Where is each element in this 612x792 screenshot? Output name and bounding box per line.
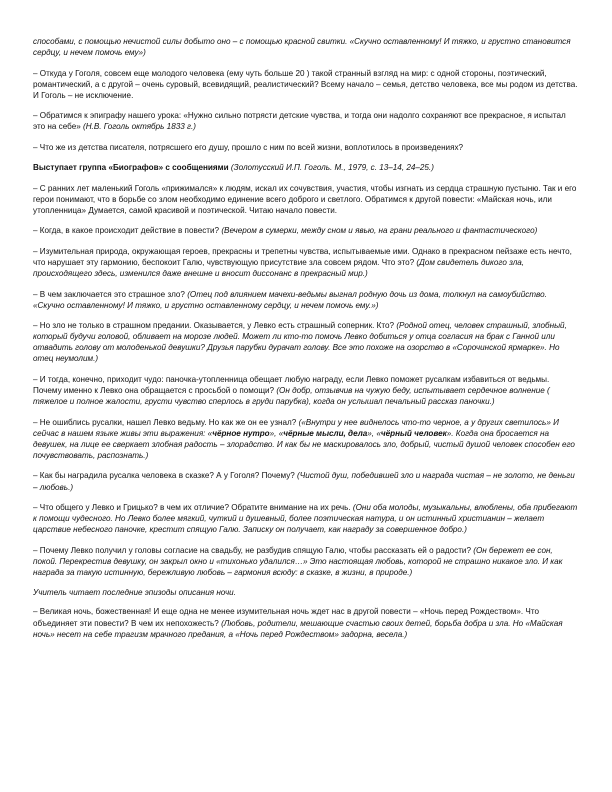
text-run: – Но зло не только в страшном предании. Оказывается, у Левко есть страшный соперник. Кто?	[33, 321, 397, 331]
paragraph	[33, 606, 579, 639]
document-page	[33, 36, 579, 649]
text-run: (Н.В. Гоголь октябрь 1833 г.)	[82, 122, 196, 132]
text-run: – Почему Левко получил у головы согласие на свадьбу, не разбудив спящую Галю, чтобы рассказать ей о радости?	[33, 545, 474, 555]
text-run: (Родной отец, человек страшный, злобный, который будучи головой, обливает на морозе людей. Может ли кто-то помочь Левко добиться у отца согласия на брак с Ганной или отвадить голову от молоденькой девушки? Друзья парубки дурачат голову. Все это похоже на озорство в «Сорочинской ярмарке». Но отец неумолим.)	[33, 321, 567, 364]
text-run: », «	[269, 428, 284, 438]
paragraph	[33, 502, 579, 535]
paragraph	[33, 162, 579, 173]
paragraph	[33, 587, 579, 598]
paragraph	[33, 183, 579, 216]
text-run: (Они оба молоды, музыкальны, влюблены, оба прибегают к помощи чудесного. Но Левко более мягкий, чуткий и душевный, более поэтическая натура, и он истинный христианин – желает царствие небесного паночке, крестит спящую Галю. Записку он получает, как награду за совершенное добро.)	[33, 502, 578, 535]
text-run: Учитель читает последние эпизоды описания ночи.	[33, 588, 236, 598]
paragraph	[33, 417, 579, 461]
text-run: (Золотусский И.П. Гоголь. М., 1979, с. 13–14, 24–25.)	[230, 163, 434, 173]
text-run: чёрные мысли, дела	[283, 428, 368, 438]
text-run: (Чистой душ, победившей зло и награда чистая – не золото, не деньги – любовь.)	[33, 471, 575, 492]
paragraph	[33, 36, 579, 58]
text-run: (Любовь, родители, мешающие счастью своих детей, борьба добра и зла. Но «Майская ночь» несет на себе трагизм мрачного предания, а «Ночь перед Рождеством» задорна, весела.)	[33, 618, 563, 639]
paragraph	[33, 289, 579, 311]
text-run: – Не ошиблись русалки, нашел Левко ведьму. Но как же он ее узнал?	[33, 417, 299, 427]
text-run: чёрный человек	[380, 428, 447, 438]
text-run: (Он бережет ее сон, покой. Перекрестив девушку, он закрыл окно и «тихонько удалился…» Это настоящая любовь, которой не страшно никакое зло. И как награда за такую истинную, бережливую любовь – гармония всюду: в сказке, в жизни, в природе.)	[33, 545, 563, 577]
text-run: – В чем заключается это страшное зло?	[33, 289, 188, 299]
text-run: ». Когда она бросается на девушек, на лице ее сверкает злобная радость – злорадство. И как бы не маскировалось зло, добрый, чистый душой человек способен его почувствовать, распознать.)	[33, 428, 575, 460]
text-run: – Обратимся к эпиграфу нашего урока: «Нужно сильно потрясти детские чувства, и тогда они надолго сохраняют все прекрасное, я испытал это на себе»	[33, 111, 566, 132]
paragraph	[33, 374, 579, 407]
text-run: («Внутри у нее виднелось что-то черное, а у других светилось» И сейчас в нашем языке живы эти выражения: «	[33, 417, 559, 438]
text-run: », «	[367, 428, 381, 438]
text-run: – Великая ночь, божественная! И еще одна не менее изумительная ночь ждет нас в другой повести – «Ночь перед Рождеством». Что объединяет эти повести? В чем их непохожесть?	[33, 607, 539, 628]
text-run: – Как бы наградила русалка человека в сказке? А у Гоголя? Почему?	[33, 471, 298, 481]
text-run: (Отец под влиянием мачехи-ведьмы выгнал родную дочь из дома, толкнул на самоубийство. «Скучно оставленному! И тяжко, и грустно оставленному сердцу, и нечем помочь ему.»)	[33, 289, 547, 310]
text-run: – Что же из детства писателя, потрясшего его душу, прошло с ним по всей жизни, воплотилось в произведениях?	[33, 142, 464, 152]
text-run: Выступает группа «Биографов» с сообщениями	[33, 163, 229, 173]
paragraph	[33, 470, 579, 492]
paragraph	[33, 68, 579, 101]
text-run: чёрное нутро	[212, 428, 270, 438]
paragraph	[33, 225, 579, 236]
text-run: (Он добр, отзывчив на чужую беду, испытывает сердечное волнение ( тяжелое и полное жалости, грусти чувство сперлось в груди парубка), когда он услышал печальный рассказ паночки.)	[33, 386, 550, 407]
text-run: – Что общего у Левко и Грицько? в чем их отличие? Обратите внимание на их речь.	[33, 502, 353, 512]
text-run: – Изумительная природа, окружающая героев, прекрасны и трепетны чувства, испытываемые ими. Однако в прекрасном пейзаже есть нечто, что нарушает эту гармонию, беспокоит Галю, чувствующую присутствие зла совсем рядом. Что это?	[33, 246, 572, 268]
text-run: – Когда, в какое происходит действие в повести?	[33, 226, 222, 236]
text-run: (Вечером в сумерки, между сном и явью, на грани реального и фантастического)	[221, 226, 538, 236]
text-run: – Откуда у Гоголя, совсем еще молодого человека (ему чуть больше 20 ) такой странный взгляд на мир: с одной стороны, поэтический, романтический, а с другой – очень суровый, всевидящий, реалистический? Всему начало – семья, детство человека, все мы родом из детства. И Гоголь – не исключение.	[33, 68, 578, 100]
text-run: способами, с помощью нечистой силы добыто оно – с помощью красной свитки. «Скучно оставленному! И тяжко, и грустно становится сердцу, и нечем помочь ему»)	[33, 37, 571, 58]
paragraph	[33, 110, 579, 132]
text-run: – И тогда, конечно, приходит чудо: паночка-утопленница обещает любую награду, если Левко поможет русалкам избавиться от ведьмы. Почему именно к Левко она обращается с просьбой о помощи?	[33, 374, 550, 396]
paragraph	[33, 246, 579, 279]
paragraph	[33, 142, 579, 153]
text-run: (Дом свидетель дикого зла, происходящего здесь, изменился даже внешне и вносит диссонанс в прекрасный мир.)	[33, 258, 525, 279]
text-run: – С ранних лет маленький Гоголь «прижимался» к людям, искал их сочувствия, участия, чтобы изгнать из сердца страшную пустыню. Так и его герои понимают, что в борьбе со злом необходимо единение всего доброго и светлого. Обратимся к другой повести: «Майская ночь, или утопленница» Думается, самой красивой и поэтической. Читаю начало повести.	[33, 183, 577, 215]
paragraph	[33, 545, 579, 578]
paragraph	[33, 320, 579, 364]
